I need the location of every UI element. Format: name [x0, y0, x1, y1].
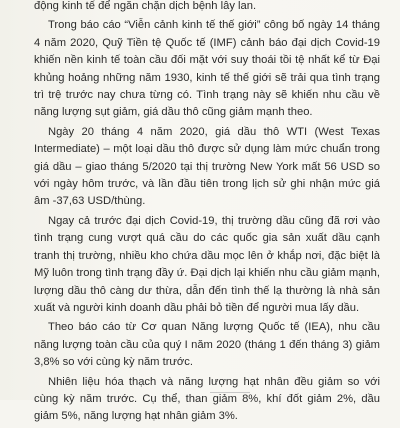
paragraph-1: động kinh tế để ngăn chặn dịch bệnh lây lan. [34, 0, 257, 12]
paragraph-oil-market: Ngay cả trước đại dịch Covid-19, thị trường dầu cũng đã rơi vào tình trạng cung vượt quá cầu do các quốc gia sản xuất dầu cạnh tranh thị trường, nhiều kho chứa dầu mọc lên ở khắp nơi, đặc biệt là Mỹ luôn trong tình trạng đầy ứ. Đại dịch lại khiến nhu cầu giảm mạnh, lượng dầu thô càng dư thừa, dẫn đến tình thế lạ thường là nhà sản xuất và người kinh doanh dầu phải bỏ tiền để người mua lấy dầu. [34, 214, 380, 314]
paragraph-imf-report: Trong báo cáo “Viễn cảnh kinh tế thế giới” công bố ngày 14 tháng 4 năm 2020, Quỹ Tiền tệ Quốc tế (IMF) cảnh báo đại dịch Covid-19 khiến nền kinh tế toàn cầu đối mặt với suy thoái tồi tệ nhất kể từ Đại khủng hoảng những năm 1930, kinh tế thế giới sẽ trải qua tình trạng trì trệ trước nay chưa từng có. Tình trạng này sẽ khiến nhu cầu về năng lượng sụt giảm, giá dầu thô cũng giảm mạnh theo. [34, 19, 380, 119]
page-bottom-line [210, 392, 250, 401]
page-text [34, 0, 380, 428]
paragraph-iea-report: Theo báo cáo từ Cơ quan Năng lượng Quốc tế (IEA), nhu cầu năng lượng toàn cầu của quý I năm 2020 (tháng 1 đến tháng 3) giảm 3,8% so với cùng kỳ năm trước. [34, 321, 380, 369]
paragraph-fuel-decline: Nhiên liệu hóa thạch và năng lượng hạt nhân đều giảm so với cùng kỳ năm trước. Cụ thể, than giảm 8%, khí đốt giảm 2%, dầu giảm 5%, năng lượng hạt nhân giảm 3%. [34, 375, 380, 423]
paragraph-wti-price: Ngày 20 tháng 4 năm 2020, giá dầu thô WTI (West Texas Intermediate) – một loại dầu thô được sử dụng làm mức chuẩn trong giá dầu – giao tháng 5/2020 tại thị trường New York mất 56 USD so với ngày hôm trước, và lần đầu tiên trong lịch sử ghi nhận mức giá âm -37,63 USD/thùng. [34, 125, 380, 208]
